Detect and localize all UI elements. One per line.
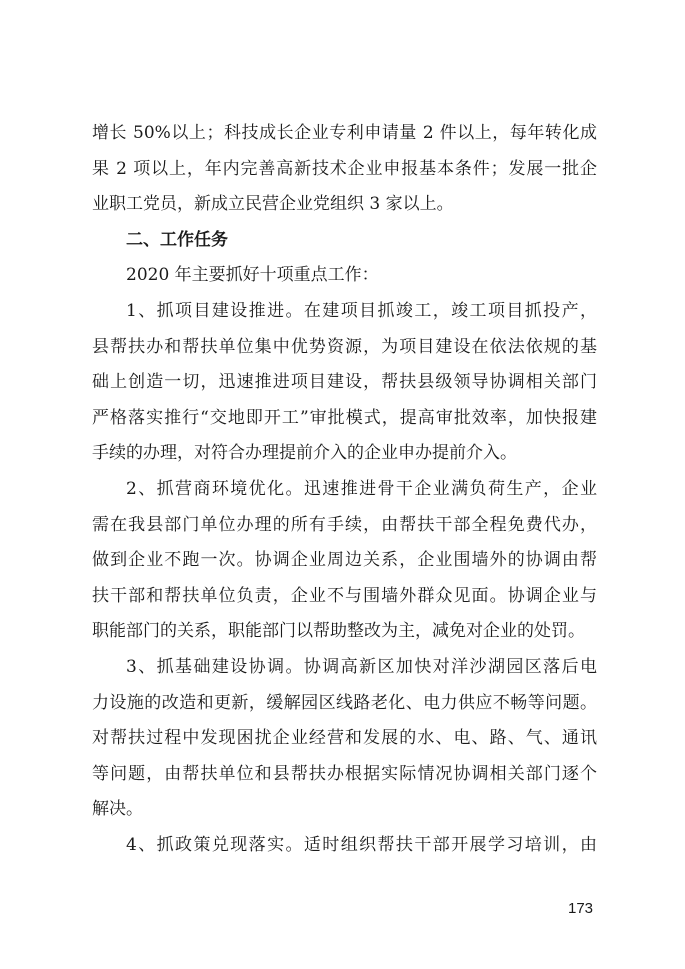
text-line: 对帮扶过程中发现困扰企业经营和发展的水、电、路、气、通讯: [92, 728, 597, 749]
text-line: 严格落实推行“交地即开工”审批模式，提高审批效率，加快报建: [92, 407, 597, 428]
text-line: 解决。: [92, 799, 143, 820]
text-line: 扶干部和帮扶单位负责，企业不与围墙外群众见面。协调企业与: [92, 585, 597, 606]
text-line: 4、抓政策兑现落实。适时组织帮扶干部开展学习培训，由: [126, 834, 597, 855]
text-line: 等问题，由帮扶单位和县帮扶办根据实际情况协调相关部门逐个: [92, 763, 597, 784]
text-line: 增长 50%以上；科技成长企业专利申请量 2 件以上，每年转化成: [92, 123, 597, 143]
text-line: 职能部门的关系，职能部门以帮助整改为主，减免对企业的处罚。: [92, 621, 585, 642]
text-line: 3、抓基础建设协调。协调高新区加快对洋沙湖园区落后电: [126, 656, 597, 677]
text-line: 果 2 项以上，年内完善高新技术企业申报基本条件；发展一批企: [92, 158, 597, 179]
text-line: 2020 年主要抓好十项重点工作：: [126, 265, 379, 286]
text-line: 手续的办理，对符合办理提前介入的企业申办提前介入。: [92, 443, 517, 464]
body-text: [92, 116, 597, 863]
text-line: 础上创造一切，迅速推进项目建设，帮扶县级领导协调相关部门: [92, 372, 597, 393]
text-line: 做到企业不跑一次。协调企业周边关系，企业围墙外的协调由帮: [92, 550, 597, 571]
page-number: 173: [568, 900, 594, 917]
text-line: 需在我县部门单位办理的所有手续，由帮扶干部全程免费代办，: [92, 514, 597, 535]
text-line: 2、抓营商环境优化。迅速推进骨干企业满负荷生产，企业: [126, 478, 597, 499]
text-line: 1、抓项目建设推进。在建项目抓竣工，竣工项目抓投产，: [126, 300, 597, 321]
text-line: 县帮扶办和帮扶单位集中优势资源，为项目建设在依法依规的基: [92, 336, 597, 357]
section-heading: 二、工作任务: [126, 229, 228, 250]
text-line: 力设施的改造和更新，缓解园区线路老化、电力供应不畅等问题。: [92, 692, 597, 713]
text-line: 业职工党员，新成立民营企业党组织 3 家以上。: [92, 194, 454, 215]
